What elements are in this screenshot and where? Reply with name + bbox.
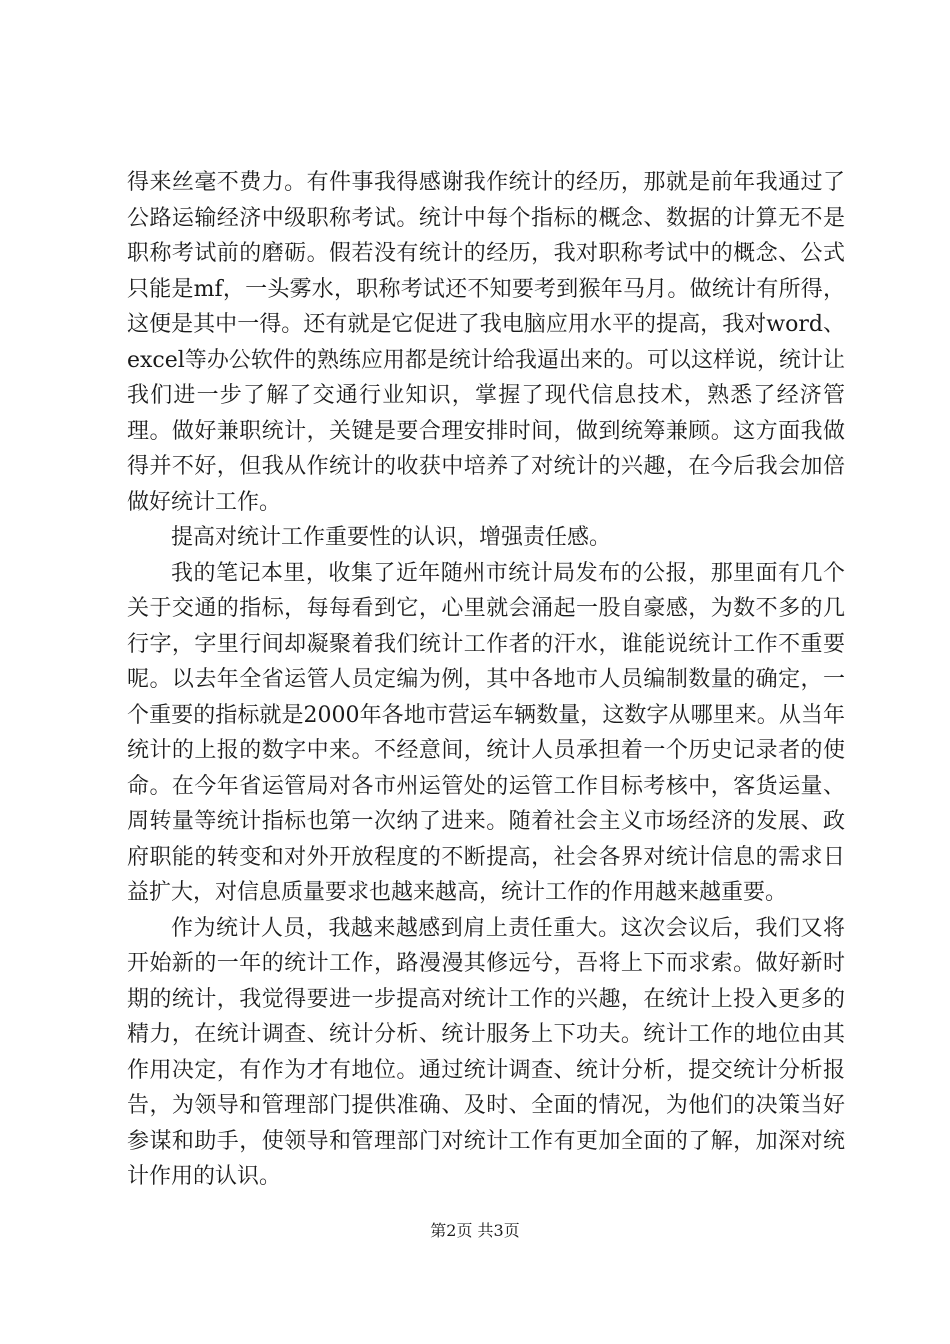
paragraph-4: 作为统计人员，我越来越感到肩上责任重大。这次会议后，我们又将开始新的一年的统计工作，路漫漫其修远兮，吾将上下而求索。做好新时期的统计，我觉得要进一步提高对统计工作的兴趣，在统计上投入更多的精力，在统计调查、统计分析、统计服务上下功夫。统计工作的地位由其作用决定，有作为才有地位。通过统计调查、统计分析，提交统计分析报告，为领导和管理部门提供准确、及时、全面的情况，为他们的决策当好参谋和助手，使领导和管理部门对统计工作有更加全面的了解，加深对统计作用的认识。 — [127, 915, 845, 1189]
document-body — [127, 165, 845, 1195]
paragraph-3: 我的笔记本里，收集了近年随州市统计局发布的公报，那里面有几个关于交通的指标，每每看到它，心里就会涌起一股自豪感，为数不多的几行字，字里行间却凝聚着我们统计工作者的汗水，谁能说统计工作不重要呢。以去年全省运管人员定编为例，其中各地市人员编制数量的确定，一个重要的指标就是2000年各地市营运车辆数量，这数字从哪里来。从当年统计的上报的数字中来。不经意间，统计人员承担着一个历史记录者的使命。在今年省运管局对各市州运管处的运管工作目标考核中，客货运量、周转量等统计指标也第一次纳了进来。随着社会主义市场经济的发展、政府职能的转变和对外开放程度的不断提高，社会各界对统计信息的需求日益扩大，对信息质量要求也越来越高，统计工作的作用越来越重要。 — [127, 560, 845, 905]
paragraph-2-heading: 提高对统计工作重要性的认识，增强责任感。 — [171, 525, 612, 550]
page-number-footer: 第2页 共3页 — [430, 1221, 520, 1240]
paragraph-1: 得来丝毫不费力。有件事我得感谢我作统计的经历，那就是前年我通过了公路运输经济中级职称考试。统计中每个指标的概念、数据的计算无不是职称考试前的磨砺。假若没有统计的经历，我对职称考试中的概念、公式只能是mf，一头雾水，职称考试还不知要考到猴年马月。做统计有所得，这便是其中一得。还有就是它促进了我电脑应用水平的提高，我对word、excel等办公软件的熟练应用都是统计给我逼出来的。可以这样说，统计让我们进一步了解了交通行业知识，掌握了现代信息技术，熟悉了经济管理。做好兼职统计，关键是要合理安排时间，做到统筹兼顾。这方面我做得并不好，但我从作统计的收获中培养了对统计的兴趣，在今后我会加倍做好统计工作。 — [127, 170, 845, 515]
